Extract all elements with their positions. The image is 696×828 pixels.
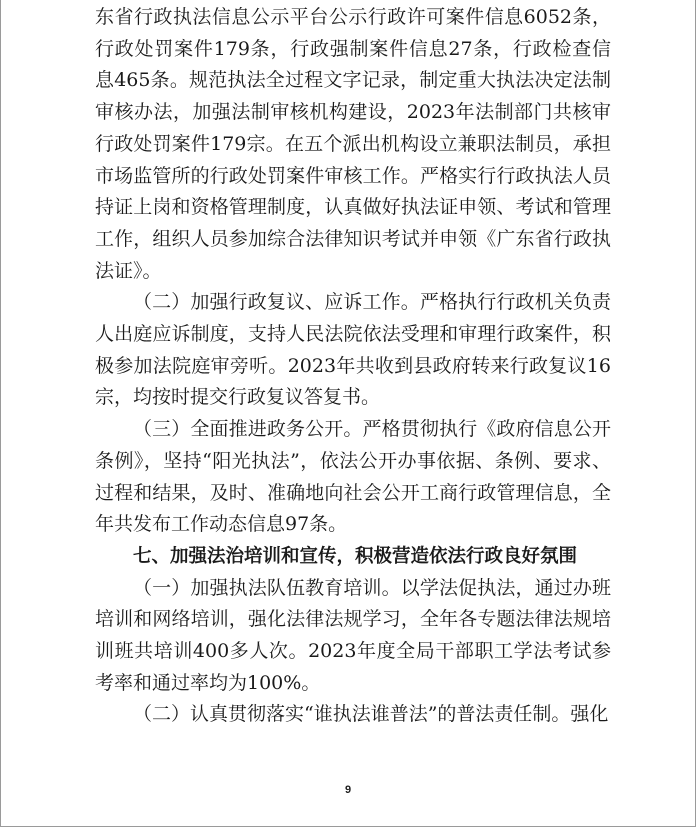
paragraph-administrative-review: （二）加强行政复议、应诉工作。严格执行行政机关负责人出庭应诉制度，支持人民法院依法受理和审理行政案件，积极参加法院庭审旁听。2023年共收到县政府转来行政复议16宗，均按时提交行政复议答复书。 [95, 291, 611, 409]
paragraph-continuation: 东省行政执法信息公示平台公示行政许可案件信息6052条，行政处罚案件179条，行政强制案件信息27条，行政检查信息465条。规范执法全过程文字记录，制定重大执法决定法制审核办法，加强法制审核机构建设，2023年法制部门共核审行政处罚案件179宗。在五个派出机构设立兼职法制员，承担市场监管所的行政处罚案件审核工作。严格实行行政执法人员持证上岗和资格管理制度，认真做好执法证申领、考试和管理工作，组织人员参加综合法律知识考试并申领《广东省行政执法证》。 [95, 6, 611, 282]
body-text [95, 2, 611, 731]
paragraph-law-popularization: （二）认真贯彻落实“谁执法谁普法”的普法责任制。强化 [133, 703, 609, 726]
section-heading-7: 七、加强法治培训和宣传，积极营造依法行政良好氛围 [133, 545, 578, 567]
page-number: 9 [344, 784, 352, 796]
paragraph-training: （一）加强执法队伍教育培训。以学法促执法，通过办班培训和网络培训，强化法律法规学习，全年各专题法律法规培训班共培训400多人次。2023年度全局干部职工学法考试参考率和通过率均为100%。 [95, 576, 611, 694]
paragraph-government-affairs-openness: （三）全面推进政务公开。严格贯彻执行《政府信息公开条例》，坚持“阳光执法”，依法公开办事依据、条例、要求、过程和结果，及时、准确地向社会公开工商行政管理信息，全年共发布工作动态信息97条。 [95, 418, 611, 536]
